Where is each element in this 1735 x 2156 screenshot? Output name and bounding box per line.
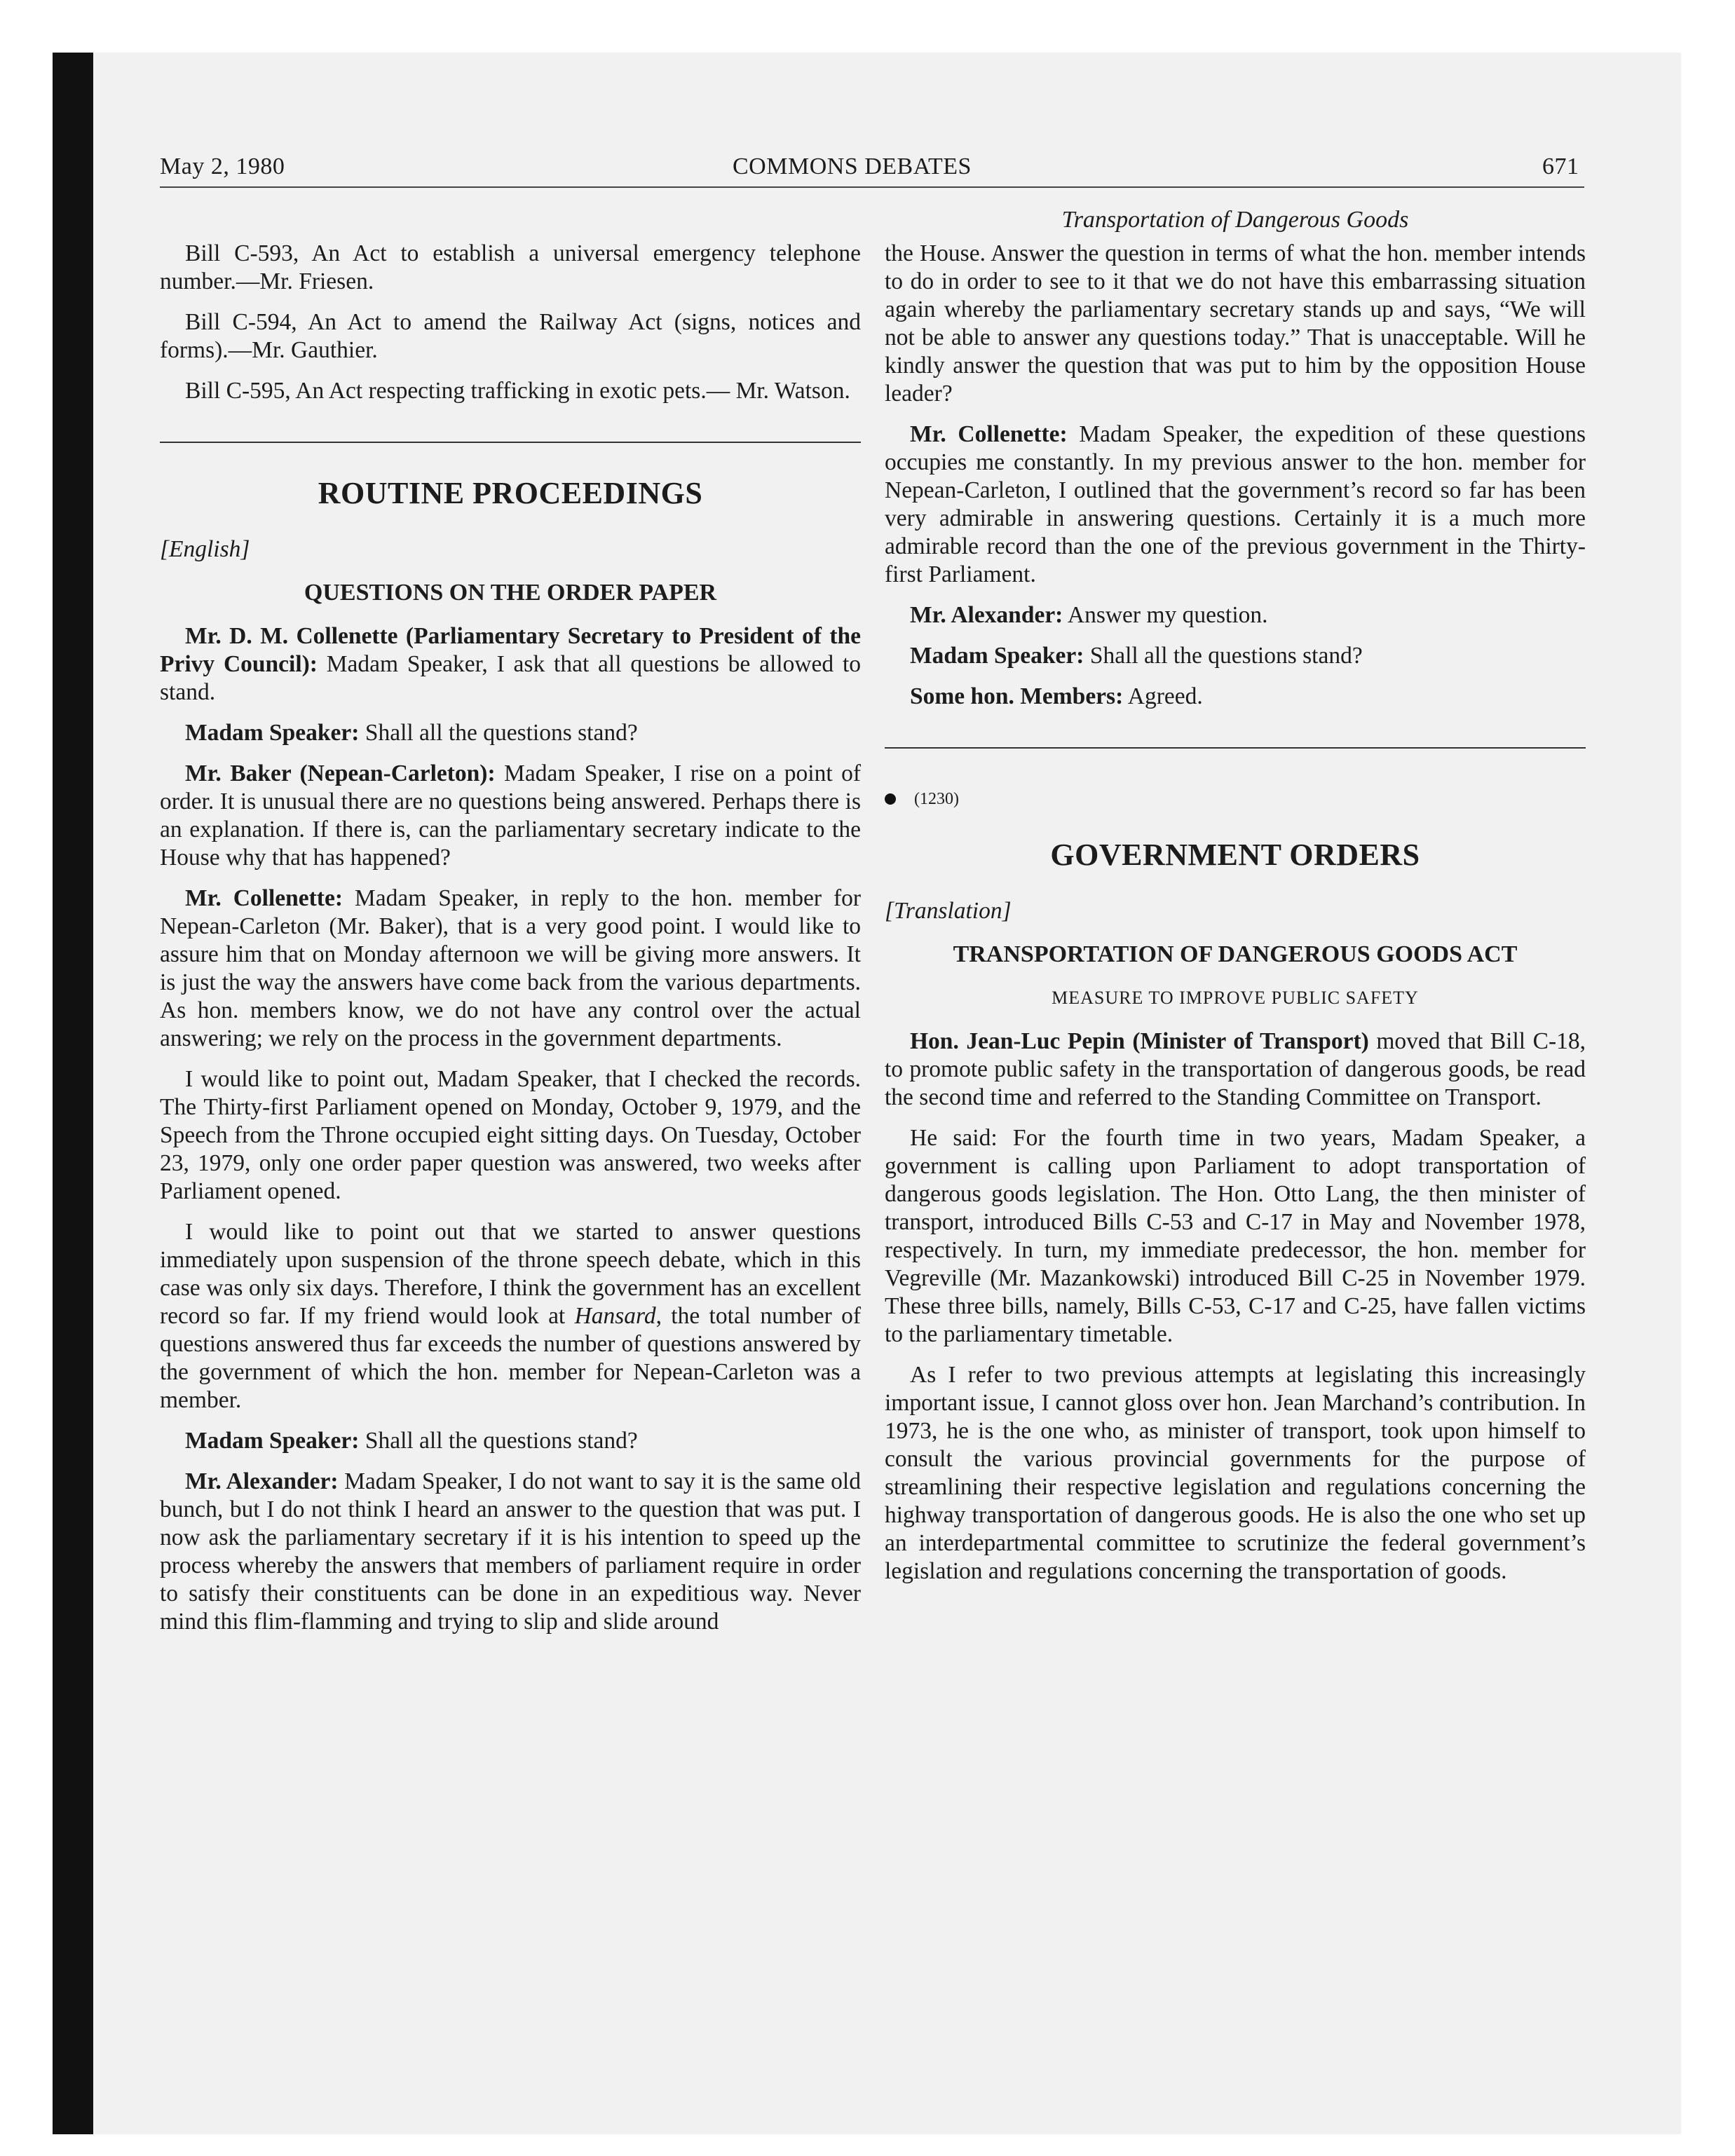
speech-paragraph (160, 622, 861, 707)
language-note: [English] (160, 536, 250, 562)
timestamp-text: (1230) (914, 790, 959, 808)
speech-paragraph (160, 1427, 861, 1455)
speech-text: Madam Speaker, I ask that all questions be allowed to stand. (160, 651, 862, 705)
speech-text: Shall all the questions stand? (359, 1428, 638, 1454)
speech-text: Madam Speaker, I rise on a point of order. It is unusual there are no questions being answered. Perhaps there is an explanation. If there is, can the parliamentary secretary indicate to the House why that has happened? (160, 760, 861, 871)
header-title: COMMONS DEBATES (733, 153, 972, 179)
speaker-name: Madam Speaker: (185, 720, 360, 746)
speaker-name: Hon. Jean-Luc Pepin (Minister of Transport) (910, 1028, 1369, 1054)
bullet-icon (885, 793, 896, 805)
speech-paragraph: the House. Answer the question in terms of what the hon. member intends to do in order to see to it that we do not have this embarrassing situation again whereby the parliamentary secretary stands up and says, “We will not be able to answer any questions today.” That is unacceptable. Will he kindly answer the question that was put to him by the opposition House leader? (885, 240, 1586, 407)
act-title: TRANSPORTATION OF DANGEROUS GOODS ACT (953, 941, 1518, 967)
left-column (160, 240, 861, 1649)
language-note: [Translation] (885, 898, 1012, 924)
italic-term: Hansard (574, 1303, 656, 1329)
speech-text: Madam Speaker, the expedition of these questions occupies me constantly. In my previous answer to the hon. member for Nepean-Carleton, I outlined that the government’s record so far has been very admirable in answering questions. Certainly it is a much more admirable record than the one of the previous government in the Thirty-first Parliament. (885, 421, 1586, 587)
section-title-routine: ROUTINE PROCEEDINGS (318, 476, 703, 510)
speaker-name: Mr. Alexander: (910, 602, 1063, 628)
speech-paragraph (160, 1218, 861, 1414)
speaker-name: Madam Speaker: (910, 643, 1084, 669)
section-divider (160, 442, 861, 443)
speech-paragraph: I would like to point out, Madam Speaker, that I checked the records. The Thirty-first Parliament opened on Monday, October 9, 1979, and the Speech from the Throne occupied eight sitting days. On Tuesday, October 23, 1979, only one order paper question was answered, two weeks after Parliament opened. (160, 1066, 861, 1204)
bill-item: Bill C-595, An Act respecting trafficking in exotic pets.— Mr. Watson. (185, 378, 850, 404)
speech-paragraph (885, 683, 1586, 711)
right-column (885, 240, 1586, 1598)
speech-paragraph: As I refer to two previous attempts at legislating this increasingly important issue, I cannot gloss over hon. Jean Marchand’s contribution. In 1973, he is the one who, as minister of transport, took upon himself to consult the various provincial governments for the purpose of streamlining their respective legislation and regulations concerning the highway transportation of dangerous goods. He is also the one who set up an interdepartmental committee to scrutinize the federal government’s legislation and regulations concerning the transportation of goods. (885, 1362, 1586, 1584)
speaker-name: Some hon. Members: (910, 683, 1124, 709)
header-page-number: 671 (1542, 153, 1579, 179)
speech-paragraph (160, 1468, 861, 1636)
speech-paragraph (885, 601, 1586, 629)
header-date: May 2, 1980 (160, 153, 285, 179)
speaker-name: Mr. Baker (Nepean-Carleton): (185, 760, 496, 786)
speech-paragraph (160, 885, 861, 1053)
scan-edge (53, 53, 93, 2134)
speaker-name: Madam Speaker: (185, 1428, 360, 1454)
speech-paragraph (885, 421, 1586, 589)
speech-text: , the total number of questions answered thus far exceeds the number of questions answered by the government of which the hon. member for Nepean-Carleton was a member. (160, 1303, 861, 1413)
speech-paragraph (160, 760, 861, 872)
speech-paragraph (885, 1028, 1586, 1112)
speech-text: Madam Speaker, in reply to the hon. member for Nepean-Carleton (Mr. Baker), that is a very good point. I would like to assure him that on Monday afternoon we will be giving more answers. It is just the way the answers have come back from the various departments. As hon. members know, we do not have any control over the actual answering; we rely on the process in the government departments. (160, 885, 862, 1051)
header-rule (160, 186, 1584, 188)
speech-paragraph: He said: For the fourth time in two years, Madam Speaker, a government is calling upon Parliament to adopt transportation of dangerous goods legislation. The Hon. Otto Lang, the then minister of transport, introduced Bills C-53 and C-17 in May and November 1978, respectively. In turn, my immediate predecessor, the hon. member for Vegreville (Mr. Mazankowski) introduced Bill C-25 in November 1979. These three bills, namely, Bills C-53, C-17 and C-25, have fallen victims to the parliamentary timetable. (885, 1125, 1586, 1347)
speech-text: moved that Bill C-18, to promote public safety in the transportation of dangerous goods, be read the second time and referred to the Standing Committee on Transport. (885, 1028, 1586, 1110)
bill-item: Bill C-593, An Act to establish a universal emergency telephone number.—Mr. Friesen. (160, 240, 861, 294)
speech-paragraph (160, 719, 861, 747)
speaker-name: Mr. Alexander: (185, 1468, 339, 1494)
speaker-name: Mr. Collenette: (910, 421, 1068, 447)
speech-text: Shall all the questions stand? (1084, 643, 1363, 669)
speech-text: I would like to point out that we started to answer questions immediately upon suspension of the throne speech debate, which in this case was only six days. Therefore, I think the government has an excellent record so far. If my friend would look at (160, 1219, 861, 1329)
subsection-title: QUESTIONS ON THE ORDER PAPER (304, 580, 717, 606)
bill-item: Bill C-594, An Act to amend the Railway Act (signs, notices and forms).—Mr. Gauthier. (160, 309, 861, 363)
speech-paragraph (885, 642, 1586, 670)
speech-text: Answer my question. (1063, 602, 1268, 628)
speaker-name: Mr. Collenette: (185, 885, 343, 911)
section-divider (885, 747, 1586, 749)
speech-text: Madam Speaker, I do not want to say it is the same old bunch, but I do not think I heard an answer to the question that was put. I now ask the parliamentary secretary if it is his intention to speed up the process whereby the answers that members of parliament require in order to satisfy their constituents can be done in an expeditious way. Never mind this flim-flamming and trying to slip and slide around (160, 1468, 861, 1635)
measure-title: MEASURE TO IMPROVE PUBLIC SAFETY (1052, 988, 1419, 1008)
timestamp-marker (885, 785, 1586, 813)
speaker-name: Mr. D. M. Collenette (Parliamentary Secretary to President of the Privy Council): (160, 623, 861, 677)
speech-text: Shall all the questions stand? (359, 720, 638, 746)
section-title-government-orders: GOVERNMENT ORDERS (1050, 838, 1420, 872)
speech-text: Agreed. (1123, 683, 1203, 709)
running-head: Transportation of Dangerous Goods (1061, 207, 1409, 233)
